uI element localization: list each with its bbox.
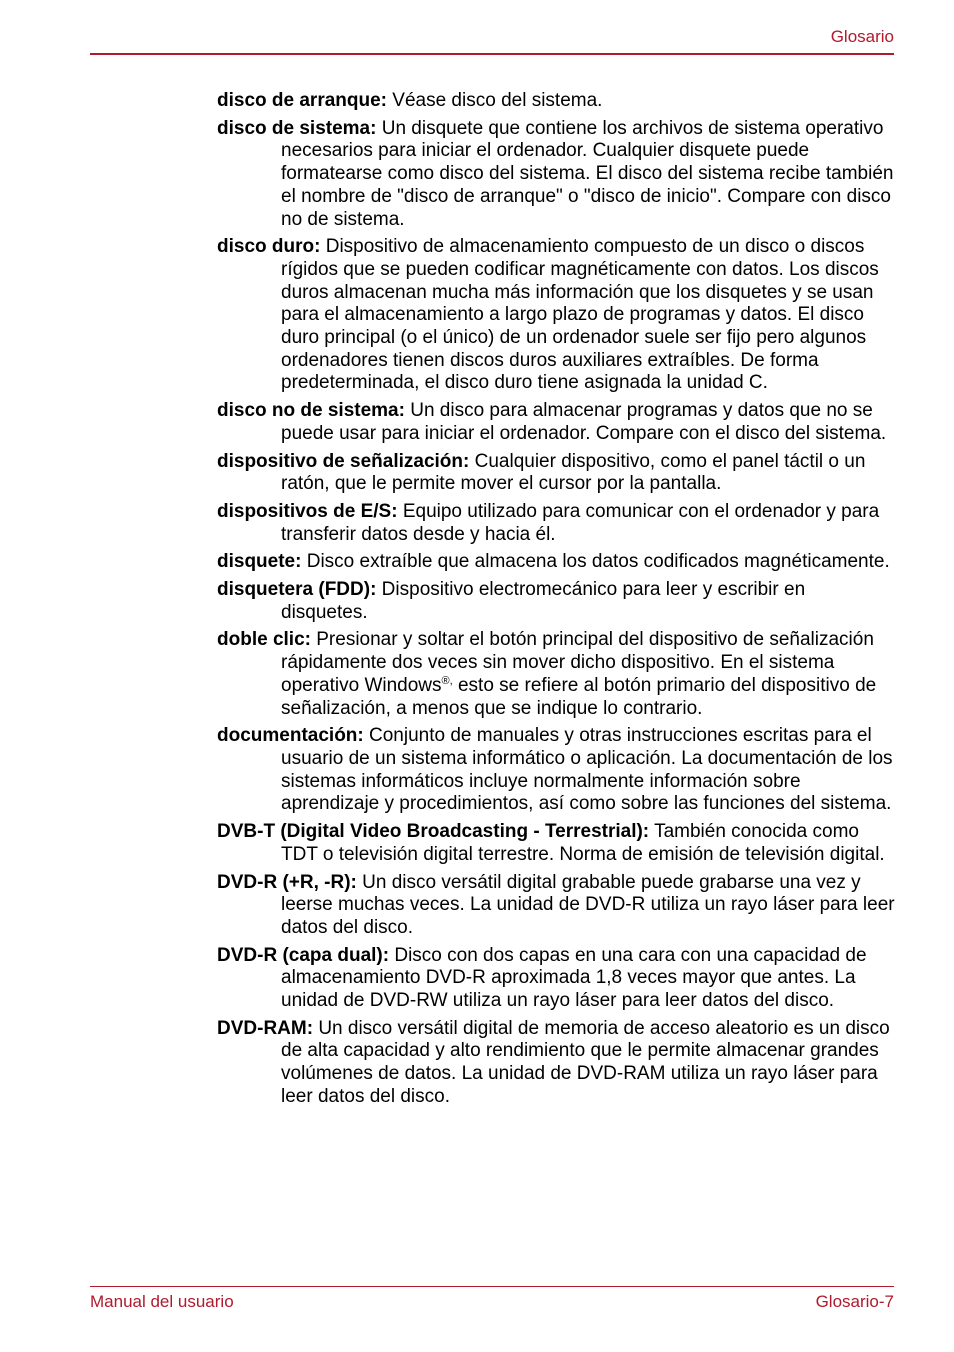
glossary-term: disquete: — [217, 551, 302, 573]
glossary-list — [217, 90, 897, 1114]
manual-title: Manual del usuario — [90, 1292, 234, 1311]
glossary-term: DVD-RAM: — [217, 1017, 314, 1039]
glossary-definition: Equipo utilizado para comunicar con el ordenador y para transferir datos desde y hacia él. — [281, 500, 880, 545]
registered-trademark-mark: ®, — [441, 674, 453, 687]
glossary-entry — [217, 551, 897, 574]
glossary-definition: Un disco versátil digital de memoria de acceso aleatorio es un disco de alta capacidad y alto rendimiento que le permite almacenar grandes volúmenes de datos. La unidad de DVD-RAM utiliza un rayo láser para leer datos del disco. — [281, 1017, 890, 1107]
glossary-entry — [217, 501, 897, 546]
glossary-definition: Presionar y soltar el botón principal del dispositivo de señalización rápidamente dos veces sin mover dicho dispositivo. En el sistema operativo Windows — [281, 629, 874, 696]
glossary-definition: Conjunto de manuales y otras instrucciones escritas para el usuario de un sistema informático o aplicación. La documentación de los sistemas informáticos incluye normalmente información sobre aprendizaje y procedimientos, así como sobre las funciones del sistema. — [281, 725, 893, 815]
glossary-definition-continued: esto se refiere al botón primario del dispositivo de señalización, a menos que se indique lo contrario. — [281, 674, 877, 719]
glossary-term: dispositivo de señalización: — [217, 450, 470, 472]
glossary-definition: Un disquete que contiene los archivos de sistema operativo necesarios para iniciar el ordenador. Cualquier disquete puede formatearse como disco del sistema. El disco del sistema recibe también el nombre de "disco de arranque" o "disco de inicio". Compare con disco no de sistema. — [281, 117, 894, 230]
glossary-entry — [217, 90, 897, 113]
glossary-entry — [217, 821, 897, 866]
glossary-term: DVD-R (+R, -R): — [217, 871, 357, 893]
glossary-definition: Dispositivo electromecánico para leer y escribir en disquetes. — [281, 579, 806, 623]
glossary-term: disco no de sistema: — [217, 400, 405, 422]
glossary-definition: Un disco para almacenar programas y datos que no se puede usar para iniciar el ordenador. Compare con el disco del sistema. — [281, 400, 887, 444]
glossary-entry — [217, 400, 897, 445]
glossary-term: disco duro: — [217, 236, 321, 258]
section-title: Glosario — [830, 27, 894, 46]
glossary-entry — [217, 118, 897, 232]
glossary-term: disquetera (FDD): — [217, 579, 377, 601]
glossary-definition: Un disco versátil digital grabable puede grabarse una vez y leerse muchas veces. La unidad de DVD-R utiliza un rayo láser para leer datos del disco. — [281, 871, 895, 938]
glossary-term: disco de arranque: — [217, 90, 387, 111]
glossary-term: doble clic: — [217, 629, 311, 651]
glossary-definition: Disco con dos capas en una cara con una capacidad de almacenamiento DVD-R aproximada 1,8 veces mayor que antes. La unidad de DVD-RW utiliza un rayo láser para leer datos del disco. — [281, 944, 867, 1012]
footer-divider — [90, 1286, 894, 1287]
glossary-entry — [217, 945, 897, 1013]
glossary-entry — [217, 451, 897, 496]
glossary-entry — [217, 1018, 897, 1109]
glossary-definition: Cualquier dispositivo, como el panel táctil o un ratón, que le permite mover el cursor por la pantalla. — [281, 450, 866, 495]
glossary-entry — [217, 629, 897, 720]
glossary-definition: Dispositivo de almacenamiento compuesto de un disco o discos rígidos que se pueden codificar magnéticamente con datos. Los discos duros almacenan mucha más información que los disquetes y se usan para el almacenamiento a largo plazo de programas y datos. El disco duro principal (o el único) de un ordenador suele ser fijo pero algunos ordenadores tienen discos duros auxiliares extraíbles. De forma predeterminada, el disco duro tiene asignada la unidad C. — [281, 236, 879, 394]
glossary-term: disco de sistema: — [217, 117, 377, 139]
glossary-entry — [217, 236, 897, 395]
glossary-term: dispositivos de E/S: — [217, 500, 398, 522]
glossary-term: DVD-R (capa dual): — [217, 944, 390, 966]
glossary-term: DVB-T (Digital Video Broadcasting - Terrestrial): — [217, 821, 650, 843]
glossary-entry — [217, 725, 897, 816]
glossary-definition: Disco extraíble que almacena los datos codificados magnéticamente. — [301, 551, 890, 573]
glossary-entry — [217, 872, 897, 940]
glossary-entry — [217, 579, 897, 624]
glossary-definition: Véase disco del sistema. — [387, 90, 603, 111]
header-divider — [90, 53, 894, 55]
glossary-definition: También conocida como TDT o televisión digital terrestre. Norma de emisión de televisión digital. — [281, 821, 885, 865]
glossary-term: documentación: — [217, 725, 364, 747]
page-number: Glosario-7 — [815, 1292, 894, 1311]
